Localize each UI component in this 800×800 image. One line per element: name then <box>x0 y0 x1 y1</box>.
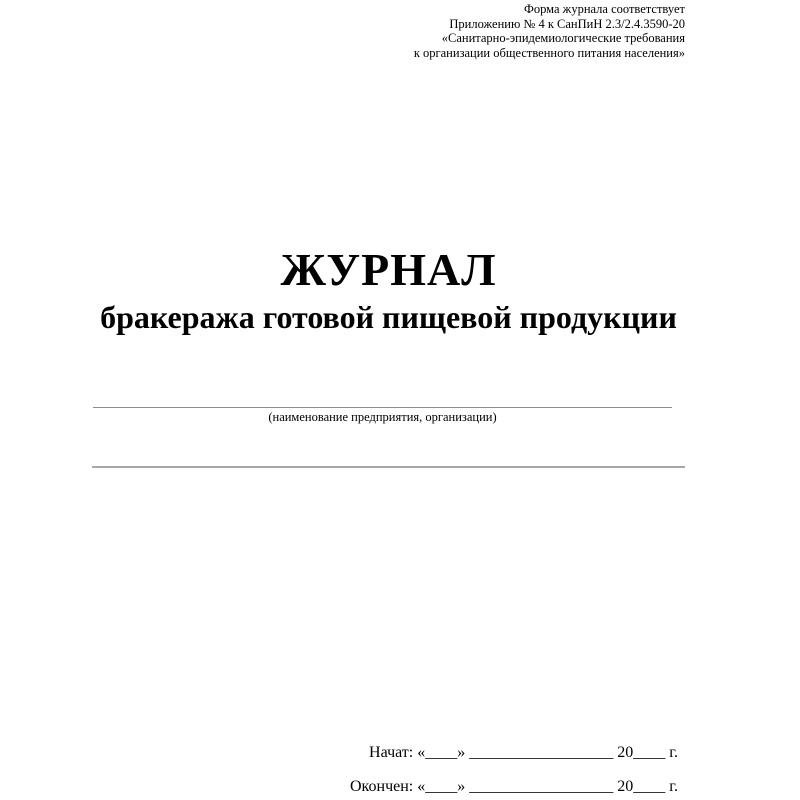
blank-fill-line <box>92 466 685 468</box>
document-title: ЖУРНАЛ <box>280 244 497 295</box>
date-finished-row: Окончен: «____» __________________ 20____ г. <box>350 778 678 795</box>
organization-name-caption: (наименование предприятия, организации) <box>268 410 497 424</box>
regulation-note-line-3: «Санитарно-эпидемиологические требования <box>441 31 685 45</box>
journal-dates-block <box>350 744 678 796</box>
regulation-note-line-4: к организации общественного питания населения» <box>413 45 685 60</box>
regulation-note-line-2: Приложению № 4 к СанПиН 2.3/2.4.3590-20 <box>449 16 685 31</box>
regulation-note-line-1: Форма журнала соответствует <box>524 2 685 16</box>
date-started-row: Начат: «____» __________________ 20____ г. <box>369 744 678 761</box>
document-subtitle: бракеража готовой пищевой продукции <box>100 299 677 335</box>
organization-name-blank-line <box>93 407 672 408</box>
regulation-reference-note <box>414 2 685 60</box>
